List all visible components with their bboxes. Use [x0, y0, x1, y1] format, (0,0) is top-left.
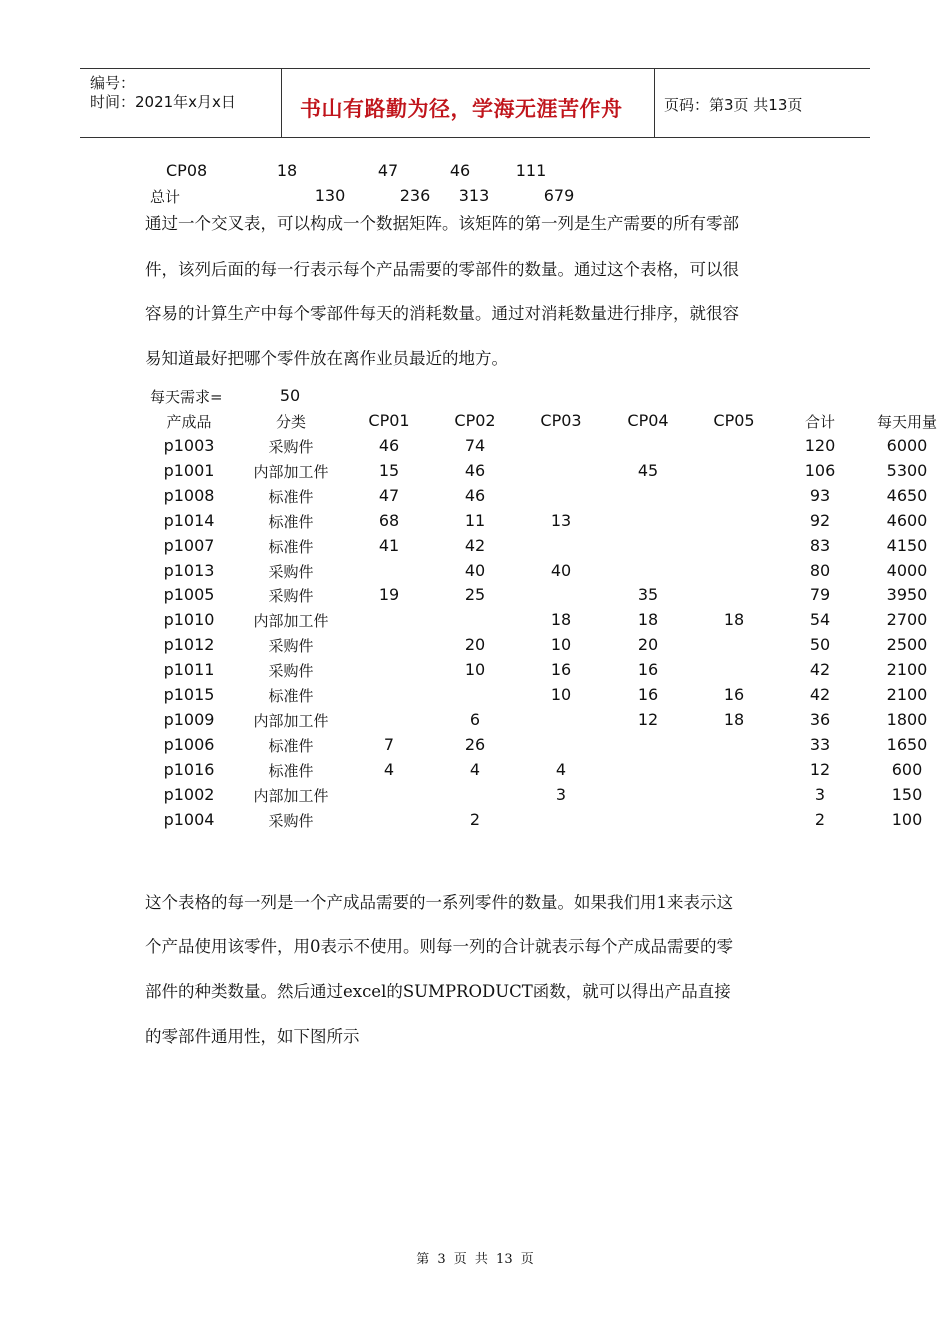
- table-cell: 93: [809, 485, 831, 505]
- doc-time-label: 时间：2021年x月x日: [90, 93, 236, 111]
- table-cell: 15: [378, 460, 400, 480]
- table-cell: 采购件: [268, 662, 314, 681]
- table-cell: 92: [809, 510, 831, 530]
- table-row-product: p1009: [163, 709, 215, 729]
- table-cell: 33: [809, 734, 831, 754]
- paragraph-line: 这个表格的每一列是一个产成品需要的一系列零件的数量。如果我们用1来表示这: [145, 893, 733, 912]
- table-cell: 26: [464, 734, 486, 754]
- table-cell: 标准件: [268, 537, 314, 556]
- table-cell: 采购件: [268, 811, 314, 830]
- paragraph-line: 部件的种类数量。然后通过excel的SUMPRODUCT函数，就可以得出产品直接: [145, 982, 731, 1001]
- table-cell: 83: [809, 535, 831, 555]
- table-cell: 100: [891, 809, 923, 829]
- paragraph-line: 的零部件通用性，如下图所示: [145, 1027, 360, 1046]
- table-cell: 4: [469, 759, 481, 779]
- table-cell: 40: [550, 560, 572, 580]
- header-motto: 书山有路勤为径，学海无涯苦作舟: [300, 97, 623, 121]
- table-cell: 2700: [886, 610, 928, 630]
- table-cell: 20: [464, 635, 486, 655]
- table-row-product: p1002: [163, 784, 215, 804]
- table-cell: 16: [550, 660, 572, 680]
- table-cell: 标准件: [268, 512, 314, 531]
- table-cell: 6000: [886, 436, 928, 455]
- table-cell: 标准件: [268, 687, 314, 705]
- table-cell: 2: [469, 809, 481, 829]
- table-cell: 35: [637, 585, 659, 605]
- table-cell: 46: [378, 436, 400, 455]
- table-header-cell: 合计: [804, 413, 836, 431]
- table-cell: 74: [464, 436, 486, 455]
- table-cell: 16: [723, 685, 745, 704]
- table-cell: 46: [464, 485, 486, 505]
- daily-demand-value: 50: [279, 386, 301, 405]
- table-row-product: p1003: [163, 436, 215, 455]
- table-header-cell: 每天用量: [876, 413, 938, 431]
- table-header-cell: CP03: [540, 411, 582, 430]
- table-row-product: p1016: [163, 759, 215, 779]
- table-row-product: p1014: [163, 510, 215, 530]
- table-cell: 18: [723, 709, 745, 729]
- table-cell: 10: [550, 685, 572, 704]
- table-cell: 10: [550, 635, 572, 655]
- table-cell: 46: [464, 460, 486, 480]
- table-cell: 45: [637, 460, 659, 480]
- top-row-cell: 47: [377, 161, 399, 180]
- table-cell: 6: [469, 709, 481, 729]
- table-cell: 4000: [886, 560, 928, 580]
- daily-demand-label: 每天需求=: [150, 388, 223, 406]
- table-header-cell: 分类: [275, 413, 307, 431]
- table-cell: 16: [637, 685, 659, 704]
- page-footer: 第 3 页 共 13 页: [416, 1252, 534, 1267]
- top-row-cell: CP08: [166, 161, 208, 180]
- table-cell: 150: [891, 784, 923, 804]
- table-cell: 47: [378, 485, 400, 505]
- table-cell: 13: [550, 510, 572, 530]
- table-cell: 50: [809, 635, 831, 655]
- table-row-product: p1006: [163, 734, 215, 754]
- table-cell: 40: [464, 560, 486, 580]
- header-divider: [281, 69, 282, 137]
- table-cell: 4650: [886, 485, 928, 505]
- table-cell: 120: [804, 436, 836, 455]
- table-cell: 7: [383, 734, 395, 754]
- table-cell: 18: [637, 610, 659, 630]
- table-cell: 标准件: [268, 761, 314, 780]
- paragraph-line: 件，该列后面的每一行表示每个产品需要的零部件的数量。通过这个表格，可以很: [145, 260, 739, 279]
- table-cell: 80: [809, 560, 831, 580]
- table-cell: 12: [809, 759, 831, 779]
- table-header-cell: CP05: [713, 411, 755, 430]
- table-row-product: p1011: [163, 660, 215, 680]
- table-cell: 19: [378, 585, 400, 605]
- paragraph-line: 个产品使用该零件，用0表示不使用。则每一列的合计就表示每个产成品需要的零: [145, 937, 733, 956]
- table-cell: 内部加工件: [253, 711, 329, 730]
- table-row-product: p1008: [163, 485, 215, 505]
- table-cell: 42: [809, 660, 831, 680]
- table-cell: 2100: [886, 660, 928, 680]
- table-cell: 18: [723, 610, 745, 630]
- table-cell: 3: [814, 784, 826, 804]
- paragraph-line: 易知道最好把哪个零件放在离作业员最近的地方。: [145, 349, 508, 368]
- table-cell: 采购件: [268, 587, 314, 606]
- table-cell: 2: [814, 809, 826, 829]
- table-cell: 18: [550, 610, 572, 630]
- top-row-cell: 111: [515, 161, 547, 180]
- table-row-product: p1010: [163, 610, 215, 630]
- header-page-info: 页码：第3页 共13页: [664, 96, 803, 114]
- table-row-product: p1015: [163, 685, 215, 704]
- table-cell: 20: [637, 635, 659, 655]
- table-header-cell: 产成品: [166, 413, 212, 431]
- table-cell: 106: [804, 460, 836, 480]
- table-cell: 3: [555, 784, 567, 804]
- table-cell: 2500: [886, 635, 928, 655]
- table-row-product: p1001: [163, 460, 215, 480]
- table-cell: 采购件: [268, 438, 314, 456]
- paragraph-line: 容易的计算生产中每个零部件每天的消耗数量。通过对消耗数量进行排序，就很容: [145, 304, 739, 323]
- table-cell: 内部加工件: [253, 462, 329, 481]
- table-row-product: p1007: [163, 535, 215, 555]
- top-row-cell: 236: [399, 186, 431, 205]
- table-cell: 12: [637, 709, 659, 729]
- top-row-cell: 313: [458, 186, 490, 205]
- table-header-cell: CP04: [627, 411, 669, 430]
- top-row-cell: 679: [543, 186, 575, 205]
- table-cell: 1650: [886, 734, 928, 754]
- table-cell: 10: [464, 660, 486, 680]
- table-cell: 3950: [886, 585, 928, 605]
- table-header-cell: CP02: [454, 411, 496, 430]
- table-cell: 79: [809, 585, 831, 605]
- page-header: [80, 68, 870, 138]
- table-cell: 采购件: [268, 637, 314, 656]
- table-cell: 11: [464, 510, 486, 530]
- table-cell: 600: [891, 759, 923, 779]
- doc-number-label: 编号：: [90, 74, 136, 92]
- header-divider: [654, 69, 655, 137]
- table-cell: 2100: [886, 685, 928, 704]
- table-cell: 内部加工件: [253, 612, 329, 631]
- top-row-cell: 18: [276, 161, 298, 180]
- table-cell: 25: [464, 585, 486, 605]
- paragraph-line: 通过一个交叉表，可以构成一个数据矩阵。该矩阵的第一列是生产需要的所有零部: [145, 214, 739, 233]
- table-cell: 4: [555, 759, 567, 779]
- table-cell: 54: [809, 610, 831, 630]
- table-cell: 68: [378, 510, 400, 530]
- table-cell: 内部加工件: [253, 786, 329, 805]
- top-row-cell: 46: [449, 161, 471, 180]
- table-row-product: p1005: [163, 585, 215, 605]
- table-row-product: p1004: [163, 809, 215, 829]
- top-row-cell: 总计: [150, 188, 181, 206]
- table-cell: 4: [383, 759, 395, 779]
- table-row-product: p1012: [163, 635, 215, 655]
- table-cell: 4600: [886, 510, 928, 530]
- table-cell: 16: [637, 660, 659, 680]
- table-cell: 42: [464, 535, 486, 555]
- table-cell: 采购件: [268, 562, 314, 581]
- table-cell: 36: [809, 709, 831, 729]
- table-cell: 标准件: [268, 736, 314, 755]
- table-header-cell: CP01: [368, 411, 410, 430]
- table-cell: 42: [809, 685, 831, 704]
- table-cell: 41: [378, 535, 400, 555]
- table-cell: 4150: [886, 535, 928, 555]
- table-cell: 5300: [886, 460, 928, 480]
- table-cell: 标准件: [268, 487, 314, 506]
- top-row-cell: 130: [314, 186, 346, 205]
- table-cell: 1800: [886, 709, 928, 729]
- table-row-product: p1013: [163, 560, 215, 580]
